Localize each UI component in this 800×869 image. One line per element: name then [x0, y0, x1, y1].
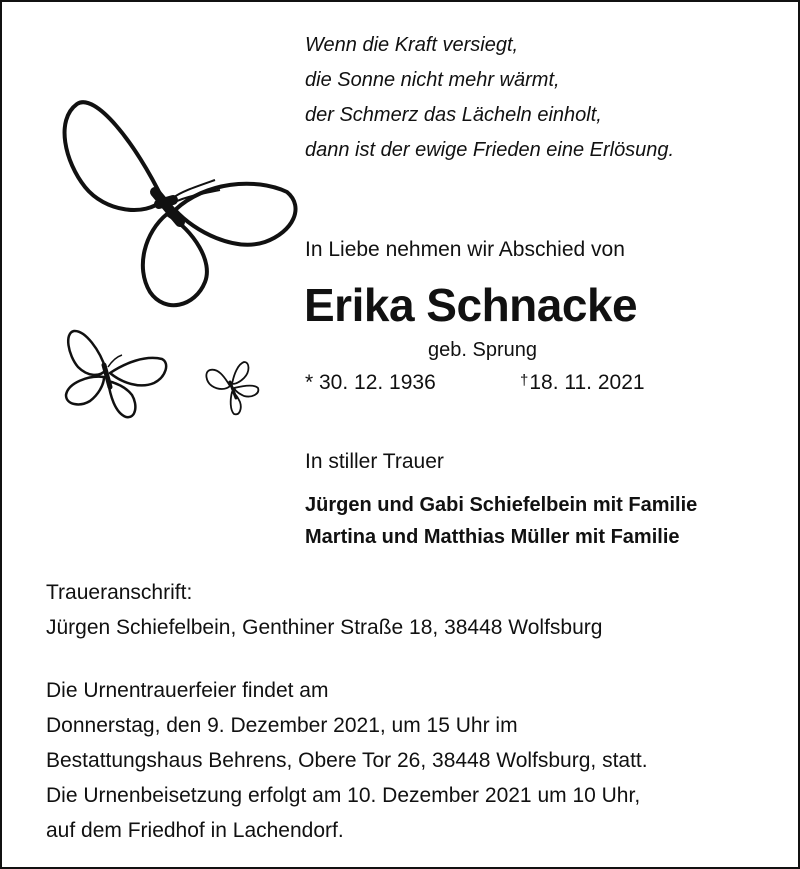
poem-line: der Schmerz das Lächeln einholt, [305, 104, 602, 126]
mourners-list [305, 489, 697, 553]
service-line: Die Urnenbeisetzung erfolgt am 10. Dezember 2021 um 10 Uhr, [46, 784, 641, 807]
memorial-poem [305, 28, 674, 168]
service-details [46, 673, 648, 848]
mourning-address [46, 575, 602, 645]
address-value: Jürgen Schiefelbein, Genthiner Straße 18, 38448 Wolfsburg [46, 616, 603, 639]
poem-line: dann ist der ewige Frieden eine Erlösung. [305, 139, 675, 161]
service-line: Donnerstag, den 9. Dezember 2021, um 15 Uhr im [46, 714, 518, 737]
mourning-heading: In stiller Trauer [305, 450, 444, 473]
address-label: Traueranschrift: [46, 581, 193, 604]
mourner-family: Martina und Matthias Müller mit Familie [305, 526, 680, 548]
service-line: Bestattungshaus Behrens, Obere Tor 26, 38448 Wolfsburg, statt. [46, 749, 648, 772]
poem-line: Wenn die Kraft versiegt, [305, 34, 519, 56]
poem-line: die Sonne nicht mehr wärmt, [305, 69, 560, 91]
farewell-intro: In Liebe nehmen wir Abschied von [305, 238, 625, 261]
mourner-family: Jürgen und Gabi Schiefelbein mit Familie [305, 494, 698, 516]
butterfly-icon [60, 325, 175, 425]
butterfly-icon [200, 358, 265, 420]
service-line: auf dem Friedhof in Lachendorf. [46, 819, 344, 842]
birth-date: * 30. 12. 1936 [305, 371, 436, 394]
butterfly-icon [55, 82, 305, 317]
cross-icon: † [520, 372, 529, 389]
deceased-name: Erika Schnacke [304, 279, 638, 331]
service-line: Die Urnentrauerfeier findet am [46, 679, 329, 702]
death-date-row [520, 371, 645, 395]
death-date: 18. 11. 2021 [529, 371, 645, 394]
birth-name: geb. Sprung [428, 339, 537, 361]
